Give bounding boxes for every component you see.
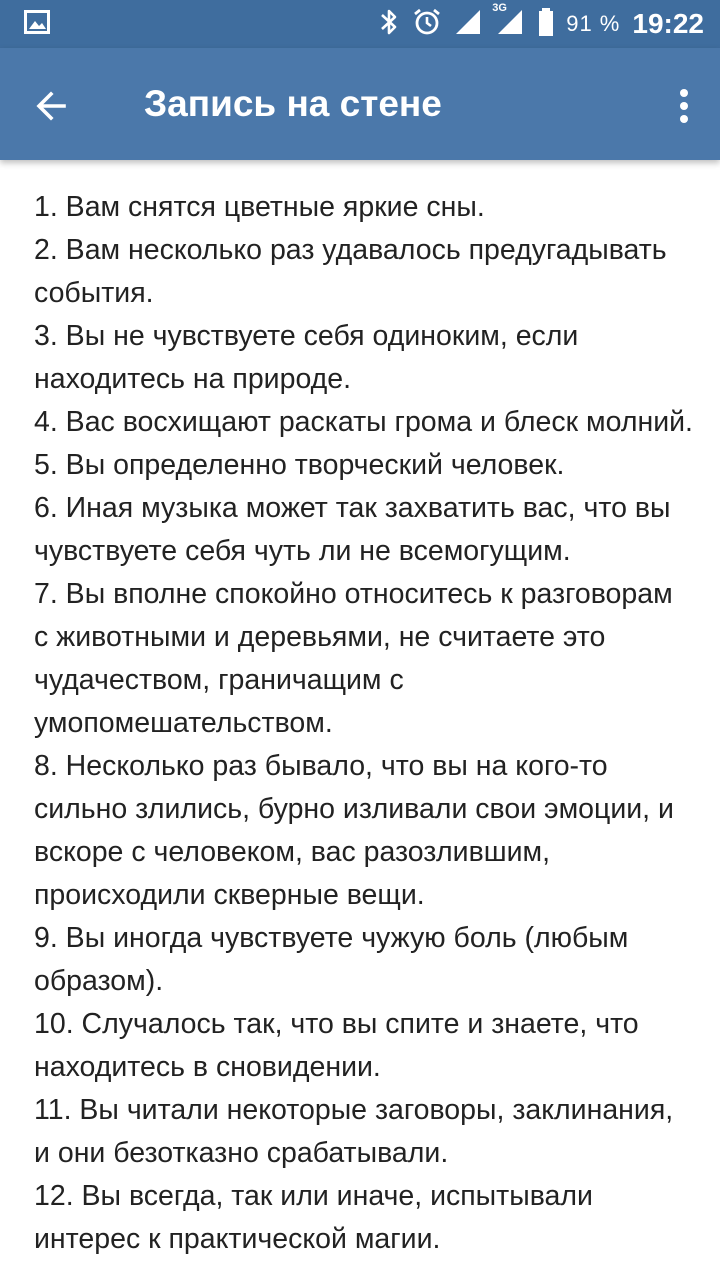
post-item: 7. Вы вполне спокойно относитесь к разговорам с животными и деревьями, не считаете это чудачеством, граничащим с умопомешательством. bbox=[34, 578, 673, 739]
post-item: 12. Вы всегда, так или иначе, испытывали интерес к практической магии. bbox=[34, 1180, 593, 1255]
post-item: 5. Вы определенно творческий человек. bbox=[34, 449, 565, 481]
battery-icon bbox=[538, 7, 554, 42]
post-item: 4. Вас восхищают раскаты грома и блеск молний. bbox=[34, 406, 693, 438]
signal-icon bbox=[454, 8, 482, 41]
back-arrow-icon bbox=[34, 88, 70, 124]
post-item: 6. Иная музыка может так захватить вас, что вы чувствуете себя чуть ли не всемогущим. bbox=[34, 492, 671, 567]
back-button[interactable] bbox=[24, 78, 80, 134]
clock: 19:22 bbox=[632, 8, 704, 39]
app-bar bbox=[0, 48, 720, 160]
post-item: 9. Вы иногда чувствуете чужую боль (любым образом). bbox=[34, 922, 629, 997]
bluetooth-icon bbox=[378, 7, 400, 42]
post-text bbox=[34, 186, 694, 1261]
status-bar bbox=[0, 0, 720, 48]
more-options-button[interactable] bbox=[664, 78, 704, 134]
page-title: Запись на стене bbox=[144, 83, 442, 124]
signal-3g-icon: 3G bbox=[494, 8, 526, 41]
more-vert-icon bbox=[679, 88, 689, 124]
post-item: 2. Вам несколько раз удавалось предугадывать события. bbox=[34, 234, 667, 309]
post-item: 10. Случалось так, что вы спите и знаете, что находитесь в сновидении. bbox=[34, 1008, 639, 1083]
alarm-icon bbox=[412, 7, 442, 42]
post-item: 1. Вам снятся цветные яркие сны. bbox=[34, 191, 485, 223]
gallery-icon bbox=[24, 10, 50, 34]
post-item: 11. Вы читали некоторые заговоры, заклинания, и они безотказно срабатывали. bbox=[34, 1094, 674, 1169]
battery-level: 91 % bbox=[566, 11, 621, 36]
post-item: 3. Вы не чувствуете себя одиноким, если находитесь на природе. bbox=[34, 320, 579, 395]
post-item: 8. Несколько раз бывало, что вы на кого-то сильно злились, бурно изливали свои эмоции, и вскоре с человеком, вас разозлившим, происходили скверные вещи. bbox=[34, 750, 674, 911]
